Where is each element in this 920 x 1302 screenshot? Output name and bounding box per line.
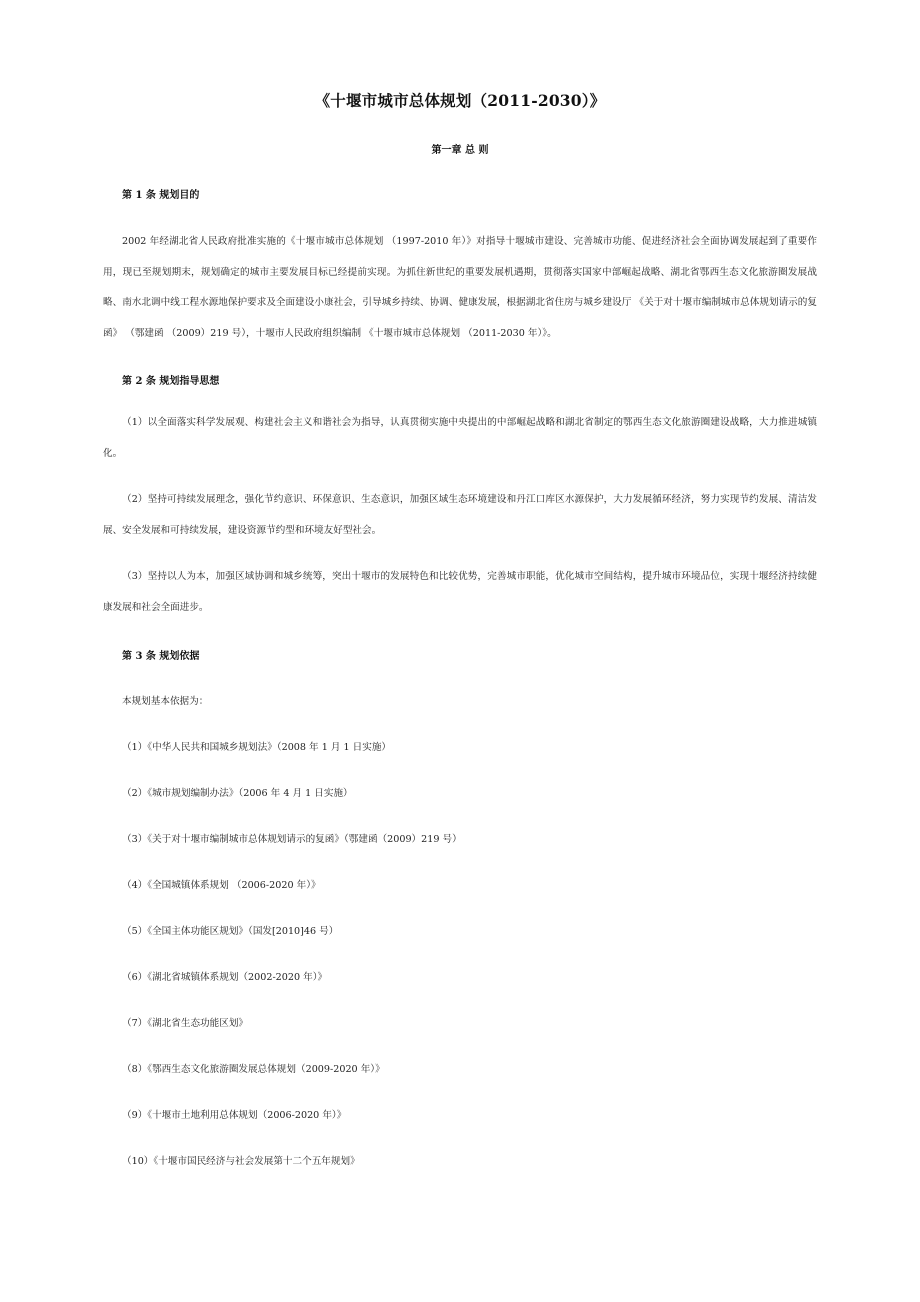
basis-list-item: （7）《湖北省生态功能区划》 <box>122 1018 249 1029</box>
basis-list-item: （5）《全国主体功能区规划》（国发[2010]46 号） <box>122 926 339 937</box>
basis-list-item: （10）《十堰市国民经济与社会发展第十二个五年规划》 <box>122 1156 360 1167</box>
chapter-heading: 第一章 总 则 <box>431 145 489 156</box>
article-3-heading: 第 3 条 规划依据 <box>122 651 200 662</box>
basis-list-item: （8）《鄂西生态文化旅游圈发展总体规划（2009-2020 年）》 <box>122 1064 385 1075</box>
article-1-heading: 第 1 条 规划目的 <box>122 190 200 201</box>
article-2-heading: 第 2 条 规划指导思想 <box>122 376 220 387</box>
basis-list-item: （4）《全国城镇体系规划 （2006-2020 年）》 <box>122 880 321 891</box>
article-1-paragraph: 2002 年经湖北省人民政府批准实施的《十堰市城市总体规划 （1997-2010 年）》对指导十堰城市建设、完善城市功能、促进经济社会全面协调发展起到了重要作用，现已至规划期末，规划确定的城市主要发展目标已经提前实现。为抓住新世纪的重要发展机遇期，贯彻落实国家中部崛起战略、湖北省鄂西生态文化旅游圈发展战略、南水北调中线工程水源地保护要求及全面建设小康社会，引导城乡持续、协调、健康发展，根据湖北省住房与城乡建设厅 《关于对十堰市编制城市总体规划请示的复函》 （鄂建函 （2009）219 号），十堰市人民政府组织编制 《十堰市城市总体规划 （2011-2030 年）》。 <box>103 236 817 339</box>
article-2-paragraph-3: （3）坚持以人为本，加强区域协调和城乡统筹，突出十堰市的发展特色和比较优势，完善城市职能，优化城市空间结构，提升城市环境品位，实现十堰经济持续健康发展和社会全面进步。 <box>103 571 817 613</box>
document-title: 《十堰市城市总体规划（2011-2030）》 <box>314 91 606 110</box>
basis-list-item: （1）《中华人民共和国城乡规划法》（2008 年 1 月 1 日实施） <box>122 742 392 753</box>
article-2-paragraph-2: （2）坚持可持续发展理念，强化节约意识、环保意识、生态意识，加强区域生态环境建设和丹江口库区水源保护，大力发展循环经济，努力实现节约发展、清洁发展、安全发展和可持续发展，建设资源节约型和环境友好型社会。 <box>103 494 817 536</box>
article-2-paragraph-1: （1）以全面落实科学发展观、构建社会主义和谐社会为指导，认真贯彻实施中央提出的中部崛起战略和湖北省制定的鄂西生态文化旅游圈建设战略，大力推进城镇化。 <box>103 417 817 459</box>
basis-list-item: （9）《十堰市土地利用总体规划（2006-2020 年）》 <box>122 1110 347 1121</box>
basis-list-item: （6）《湖北省城镇体系规划（2002-2020 年）》 <box>122 972 328 983</box>
basis-list-item: （3）《关于对十堰市编制城市总体规划请示的复函》（鄂建函（2009）219 号） <box>122 834 462 845</box>
article-3-intro: 本规划基本依据为： <box>122 696 209 707</box>
basis-list-item: （2）《城市规划编制办法》（2006 年 4 月 1 日实施） <box>122 788 353 799</box>
